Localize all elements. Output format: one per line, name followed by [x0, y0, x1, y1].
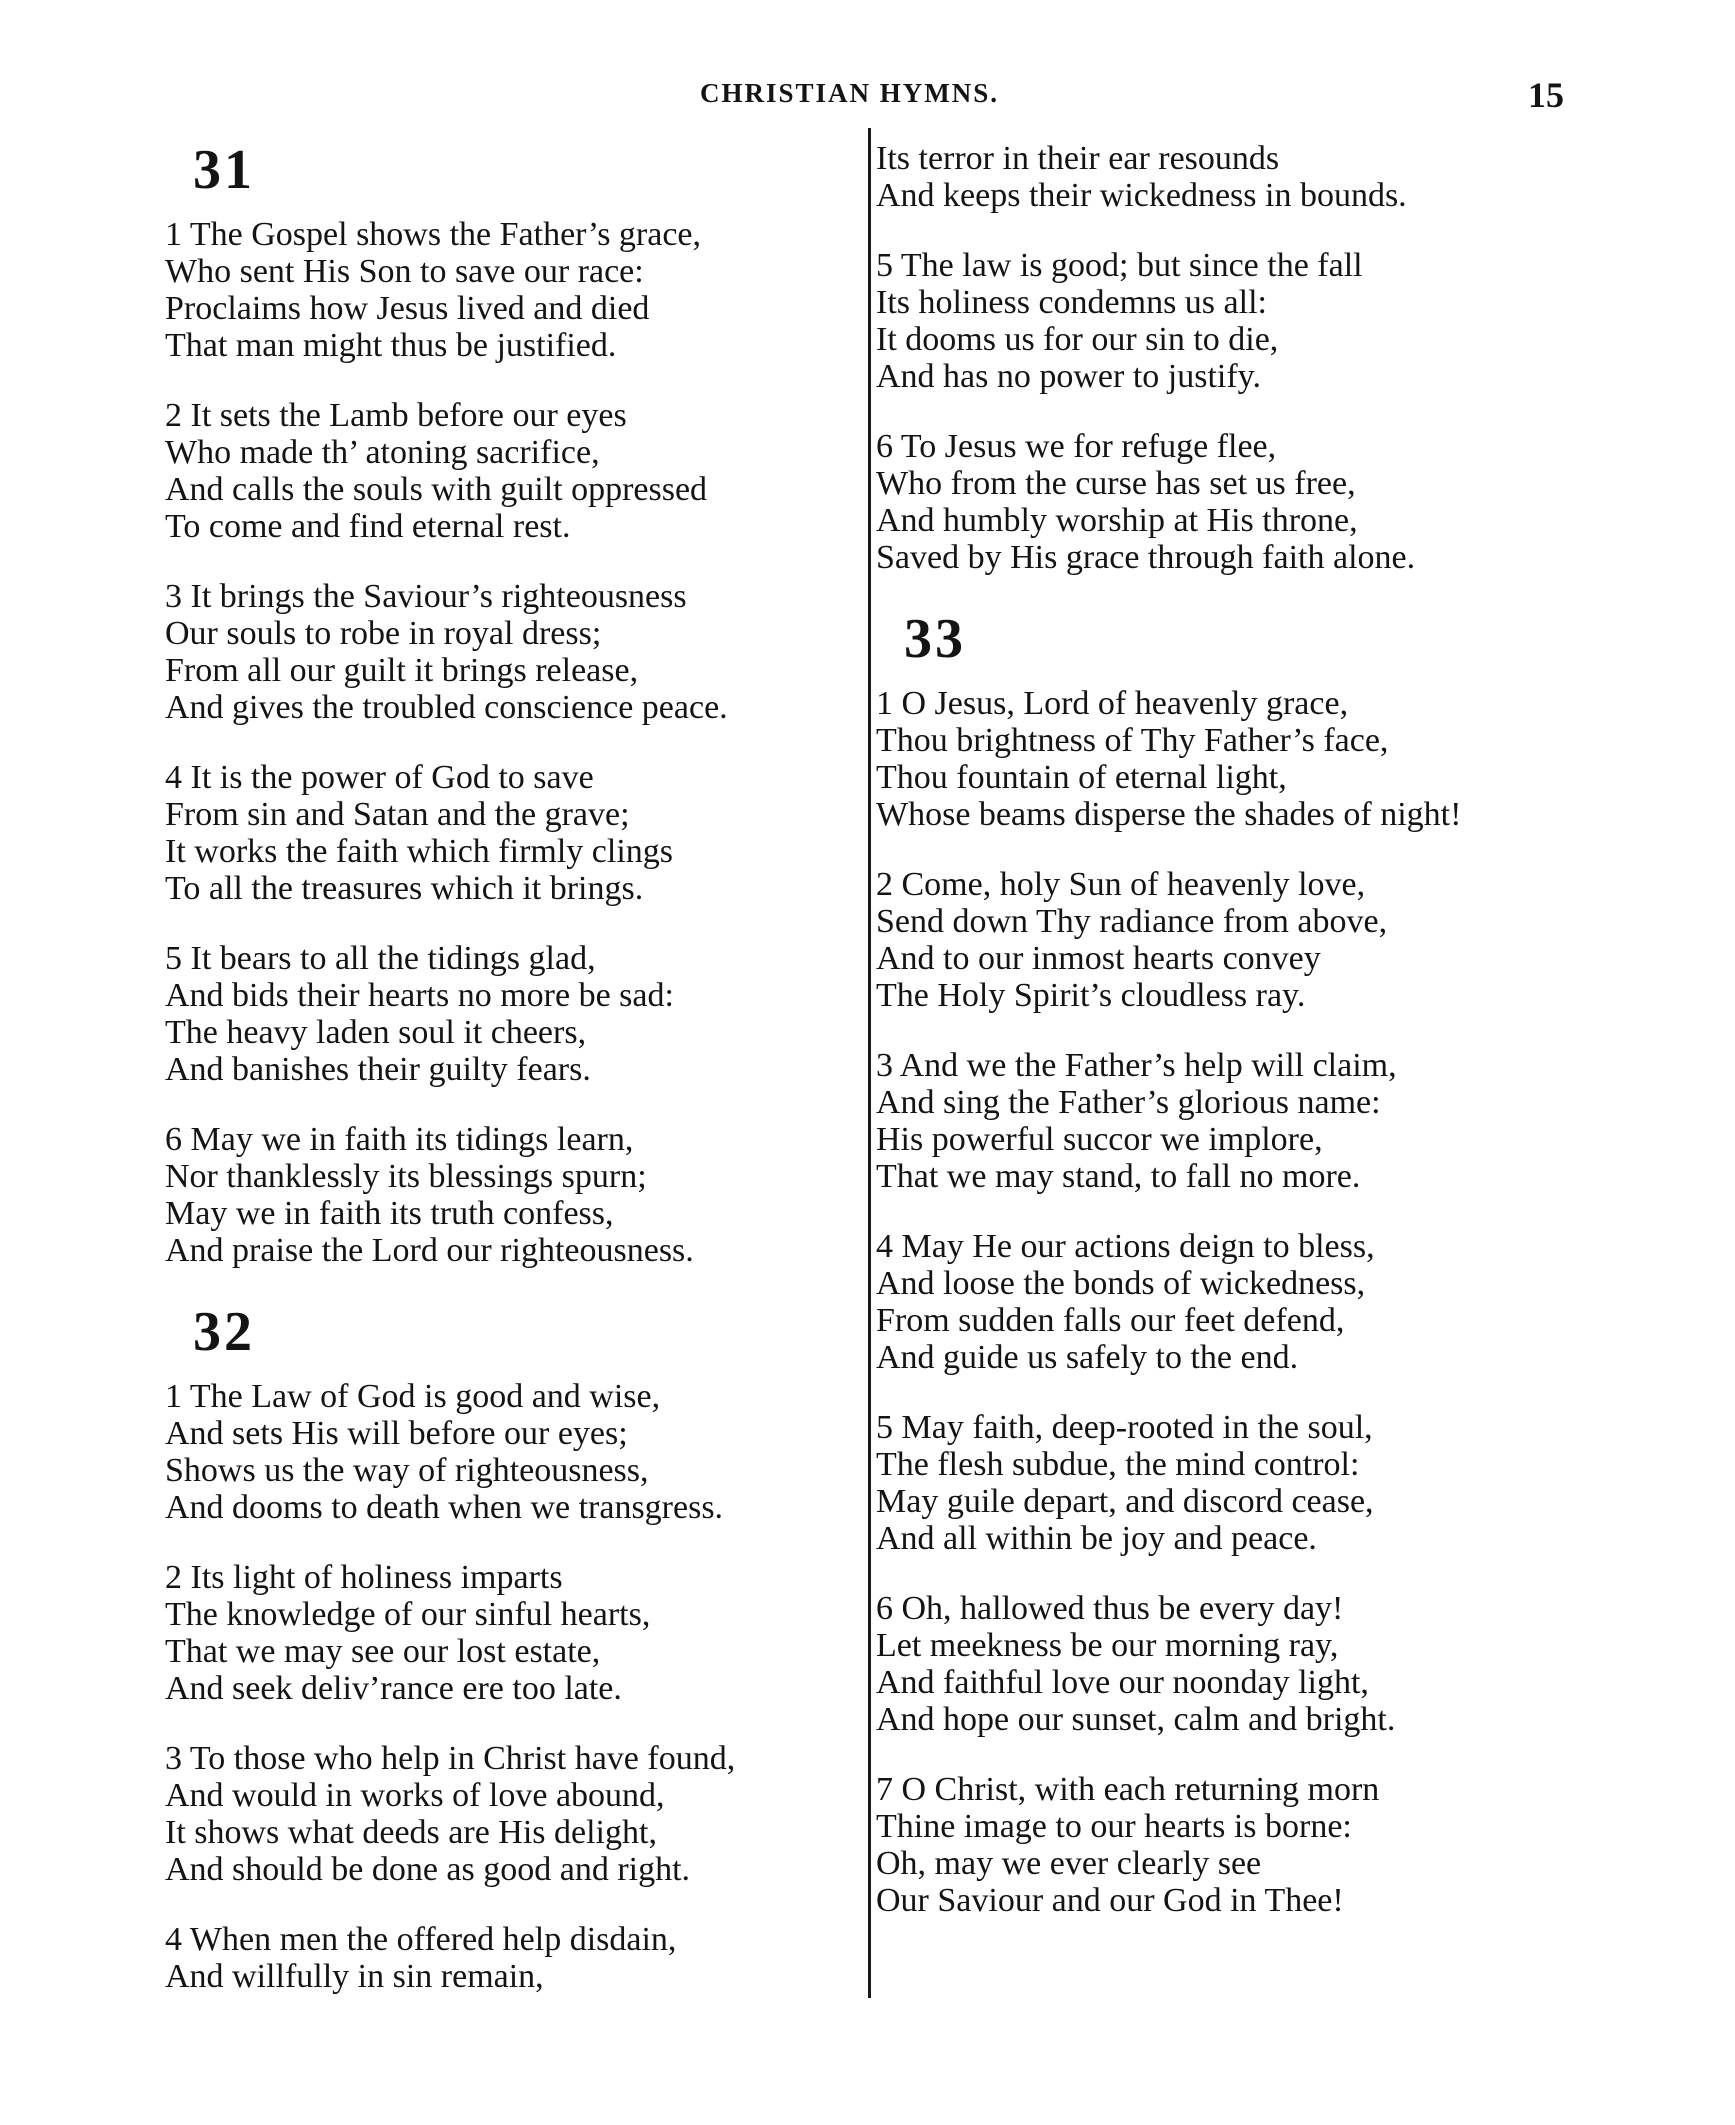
stanza [165, 1921, 865, 1995]
stanza [876, 1047, 1596, 1195]
verse-line: 5 May faith, deep-rooted in the soul, [876, 1409, 1373, 1446]
verse-line: Our Saviour and our God in Thee! [876, 1882, 1344, 1919]
stanza [876, 1771, 1596, 1919]
verse-line: 6 Oh, hallowed thus be every day! [876, 1590, 1344, 1627]
verse-line: Thou fountain of eternal light, [876, 759, 1287, 796]
stanza [165, 1740, 865, 1888]
page-number: 15 [1528, 75, 1564, 115]
verse-line: And all within be joy and peace. [876, 1520, 1317, 1557]
hymn-32 [165, 1302, 865, 1995]
stanza [876, 1590, 1596, 1738]
running-title: CHRISTIAN HYMNS. [700, 78, 1000, 108]
stanza [165, 940, 865, 1088]
hymn-33 [876, 609, 1596, 1919]
verse-line: And to our inmost hearts convey [876, 940, 1321, 977]
verse-line: 1 The Law of God is good and wise, [165, 1378, 661, 1415]
verse-line: 4 It is the power of God to save [165, 759, 594, 796]
verse-line: 4 When men the offered help disdain, [165, 1921, 677, 1958]
verse-line: Shows us the way of righteousness, [165, 1452, 649, 1489]
verse-line: And sing the Father’s glorious name: [876, 1084, 1381, 1121]
verse-line: And willfully in sin remain, [165, 1958, 544, 1995]
stanza [876, 140, 1596, 214]
verse-line: And bids their hearts no more be sad: [165, 977, 674, 1014]
verse-line: 7 O Christ, with each returning morn [876, 1771, 1380, 1808]
verse-line: And loose the bonds of wickedness, [876, 1265, 1366, 1302]
verse-line: Oh, may we ever clearly see [876, 1845, 1262, 1882]
verse-line: Let meekness be our morning ray, [876, 1627, 1339, 1664]
verse-line: 2 Come, holy Sun of heavenly love, [876, 866, 1366, 903]
verse-line: To come and find eternal rest. [165, 508, 571, 545]
verse-line: Who sent His Son to save our race: [165, 253, 644, 290]
verse-line: And should be done as good and right. [165, 1851, 691, 1888]
verse-line: Proclaims how Jesus lived and died [165, 290, 650, 327]
stanza [165, 216, 865, 364]
verse-line: That we may stand, to fall no more. [876, 1158, 1361, 1195]
verse-line: 5 It bears to all the tidings glad, [165, 940, 596, 977]
verse-line: Whose beams disperse the shades of night! [876, 796, 1462, 833]
stanza [165, 1121, 865, 1269]
verse-line: It dooms us for our sin to die, [876, 321, 1279, 358]
verse-line: Thine image to our hearts is borne: [876, 1808, 1352, 1845]
stanza [876, 428, 1596, 576]
verse-line: 6 To Jesus we for refuge flee, [876, 428, 1277, 465]
verse-line: And calls the souls with guilt oppressed [165, 471, 708, 508]
verse-line: Our souls to robe in royal dress; [165, 615, 602, 652]
verse-line: Who from the curse has set us free, [876, 465, 1356, 502]
verse-line: It works the faith which firmly clings [165, 833, 674, 870]
verse-line: From all our guilt it brings release, [165, 652, 639, 689]
stanza [876, 1228, 1596, 1376]
hymn-number: 33 [904, 608, 966, 670]
hymn-31 [165, 140, 865, 1269]
verse-line: 3 And we the Father’s help will claim, [876, 1047, 1397, 1084]
hymn-number: 32 [193, 1301, 255, 1363]
verse-line: Who made th’ atoning sacrifice, [165, 434, 600, 471]
verse-line: It shows what deeds are His delight, [165, 1814, 657, 1851]
verse-line: And hope our sunset, calm and bright. [876, 1701, 1396, 1738]
verse-line: And praise the Lord our righteousness. [165, 1232, 694, 1269]
verse-line: 1 The Gospel shows the Father’s grace, [165, 216, 702, 253]
verse-line: And humbly worship at His throne, [876, 502, 1358, 539]
verse-line: And would in works of love abound, [165, 1777, 665, 1814]
stanza [876, 247, 1596, 395]
verse-line: And has no power to justify. [876, 358, 1261, 395]
verse-line: May we in faith its truth confess, [165, 1195, 614, 1232]
verse-line: Saved by His grace through faith alone. [876, 539, 1416, 576]
verse-line: Nor thanklessly its blessings spurn; [165, 1158, 647, 1195]
verse-line: The flesh subdue, the mind control: [876, 1446, 1360, 1483]
verse-line: And seek deliv’rance ere too late. [165, 1670, 622, 1707]
verse-line: And keeps their wickedness in bounds. [876, 177, 1407, 214]
verse-line: And dooms to death when we transgress. [165, 1489, 724, 1526]
stanza [165, 1559, 865, 1707]
verse-line: That man might thus be justified. [165, 327, 617, 364]
verse-line: Its holiness condemns us all: [876, 284, 1267, 321]
verse-line: To all the treasures which it brings. [165, 870, 644, 907]
stanza [165, 397, 865, 545]
verse-line: And guide us safely to the end. [876, 1339, 1299, 1376]
verse-line: 6 May we in faith its tidings learn, [165, 1121, 634, 1158]
verse-line: 3 To those who help in Christ have found, [165, 1740, 736, 1777]
verse-line: 2 It sets the Lamb before our eyes [165, 397, 627, 434]
column-divider [868, 128, 871, 1998]
stanza [876, 866, 1596, 1014]
hymn-continuation [876, 140, 1596, 576]
verse-line: 5 The law is good; but since the fall [876, 247, 1363, 284]
verse-line: 1 O Jesus, Lord of heavenly grace, [876, 685, 1349, 722]
verse-line: The knowledge of our sinful hearts, [165, 1596, 651, 1633]
verse-line: 2 Its light of holiness imparts [165, 1559, 563, 1596]
left-column [165, 140, 865, 2028]
page-header [0, 74, 1735, 114]
stanza [876, 1409, 1596, 1557]
verse-line: 4 May He our actions deign to bless, [876, 1228, 1375, 1265]
verse-line: Its terror in their ear resounds [876, 140, 1280, 177]
hymn-number: 31 [193, 139, 255, 201]
verse-line: And sets His will before our eyes; [165, 1415, 628, 1452]
verse-line: And faithful love our noonday light, [876, 1664, 1369, 1701]
verse-line: The Holy Spirit’s cloudless ray. [876, 977, 1306, 1014]
verse-line: Thou brightness of Thy Father’s face, [876, 722, 1389, 759]
stanza [165, 759, 865, 907]
verse-line: And gives the troubled conscience peace. [165, 689, 728, 726]
verse-line: The heavy laden soul it cheers, [165, 1014, 587, 1051]
verse-line: From sin and Satan and the grave; [165, 796, 630, 833]
right-column [876, 140, 1596, 1952]
stanza [165, 578, 865, 726]
verse-line: May guile depart, and discord cease, [876, 1483, 1374, 1520]
verse-line: Send down Thy radiance from above, [876, 903, 1388, 940]
verse-line: And banishes their guilty fears. [165, 1051, 591, 1088]
verse-line: From sudden falls our feet defend, [876, 1302, 1345, 1339]
stanza [165, 1378, 865, 1526]
stanza [876, 685, 1596, 833]
verse-line: His powerful succor we implore, [876, 1121, 1323, 1158]
verse-line: That we may see our lost estate, [165, 1633, 601, 1670]
verse-line: 3 It brings the Saviour’s righteousness [165, 578, 687, 615]
